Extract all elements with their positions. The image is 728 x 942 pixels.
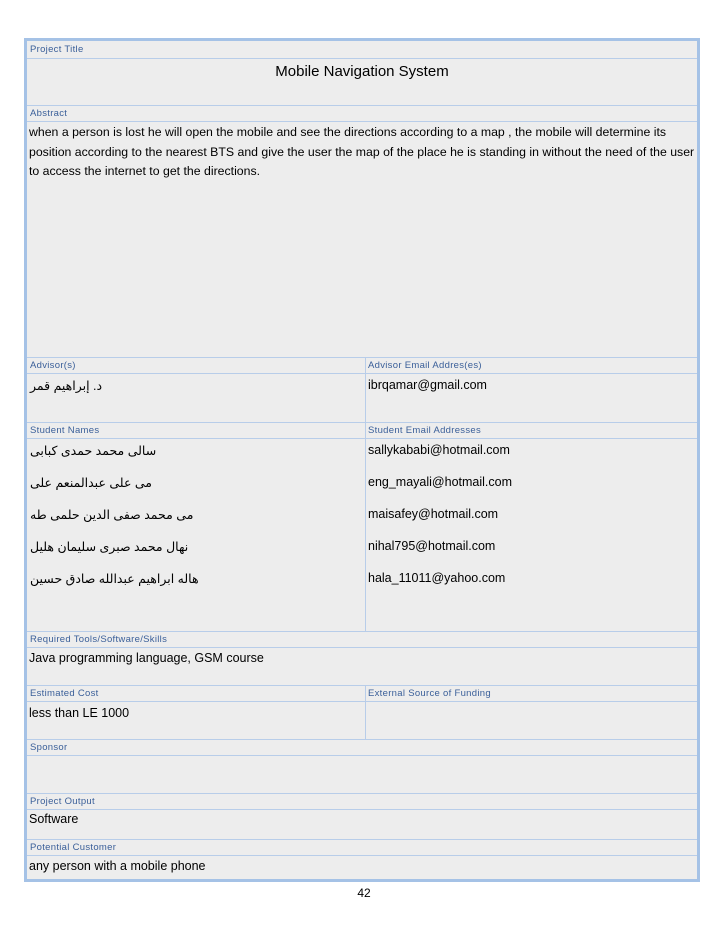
project-title: Mobile Navigation System	[275, 63, 449, 80]
student-name: سالى محمد حمدى كبابى	[30, 444, 157, 458]
tools-label: Required Tools/Software/Skills	[30, 634, 168, 645]
page-number: 42	[357, 886, 371, 900]
divider	[27, 357, 697, 358]
student-email: sallykababi@hotmail.com	[368, 443, 510, 457]
project-form	[24, 38, 700, 882]
advisor-name: د. إبراهيم قمر	[30, 379, 103, 393]
advisors-label: Advisor(s)	[30, 360, 76, 371]
funding-label: External Source of Funding	[368, 688, 491, 699]
divider	[27, 701, 697, 702]
divider	[27, 105, 697, 106]
student-name: مى على عبدالمنعم على	[30, 476, 152, 490]
divider	[27, 855, 697, 856]
potential-customer-value: any person with a mobile phone	[29, 859, 206, 873]
project-title-label: Project Title	[30, 44, 84, 55]
abstract-text: when a person is lost he will open the mobile and see the directions according to a map , the mobile will determine its position according to the nearest BTS and give the user the map of the place he is standing in without the need of the user to access the internet to get the directions.	[29, 125, 695, 178]
divider	[27, 809, 697, 810]
student-name: مى محمد صفى الدين حلمى طه	[30, 508, 194, 522]
advisor-email: ibrqamar@gmail.com	[368, 378, 487, 392]
advisor-email-label: Advisor Email Addres(es)	[368, 360, 482, 371]
estimated-cost-value: less than LE 1000	[29, 706, 130, 720]
student-name: نهال محمد صبرى سليمان هليل	[30, 540, 189, 554]
abstract-label: Abstract	[30, 108, 68, 119]
divider	[27, 373, 697, 374]
divider	[27, 685, 697, 686]
divider	[27, 631, 697, 632]
student-email: hala_11011@yahoo.com	[368, 571, 506, 585]
project-output-label: Project Output	[30, 796, 95, 807]
tools-value: Java programming language, GSM course	[29, 651, 264, 665]
divider	[27, 121, 697, 122]
estimated-cost-label: Estimated Cost	[30, 688, 99, 699]
divider	[27, 647, 697, 648]
student-name: هاله ابراهيم عبدالله صادق حسين	[30, 572, 199, 586]
student-email: nihal795@hotmail.com	[368, 539, 496, 553]
student-emails-label: Student Email Addresses	[368, 425, 482, 436]
student-email: maisafey@hotmail.com	[368, 507, 499, 521]
divider	[27, 839, 697, 840]
divider	[27, 58, 697, 59]
divider	[27, 793, 697, 794]
divider	[27, 422, 697, 423]
project-output-value: Software	[29, 812, 79, 826]
column-divider	[365, 685, 366, 739]
column-divider	[365, 357, 366, 631]
student-names-label: Student Names	[30, 425, 100, 436]
potential-customer-label: Potential Customer	[30, 842, 117, 853]
divider	[27, 739, 697, 740]
student-email: eng_mayali@hotmail.com	[368, 475, 513, 489]
divider	[27, 755, 697, 756]
divider	[27, 438, 697, 439]
sponsor-label: Sponsor	[30, 742, 68, 753]
